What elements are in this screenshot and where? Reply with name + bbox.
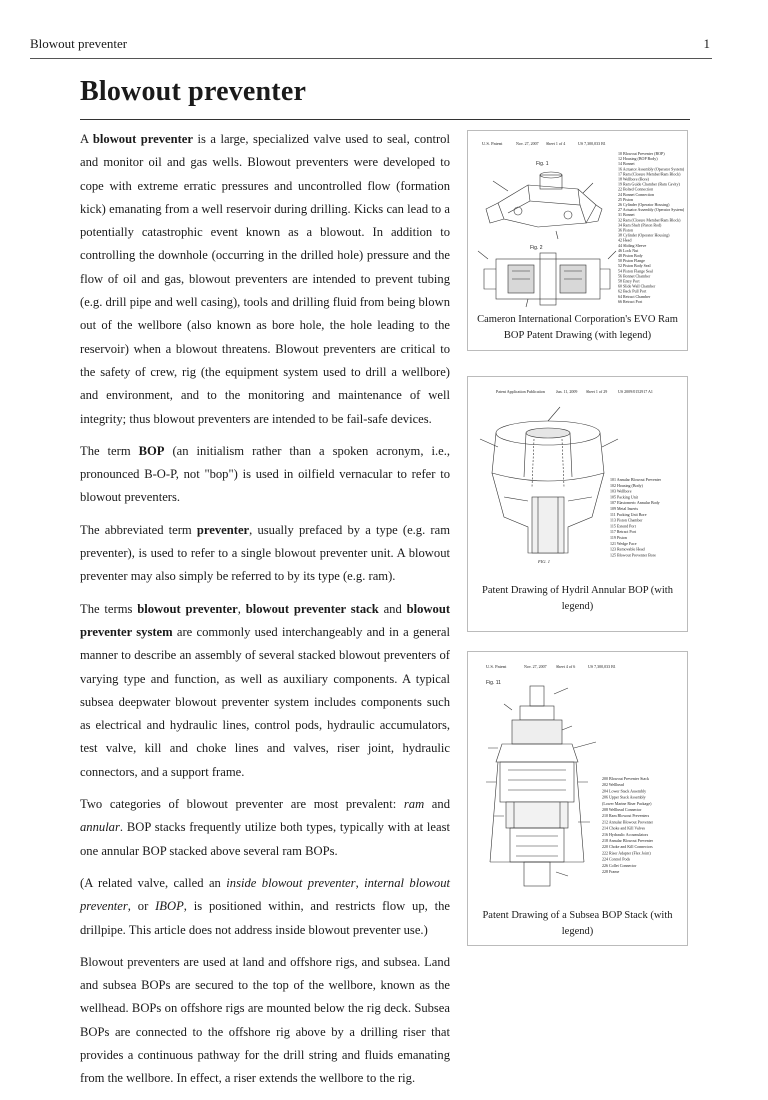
text-run: , is positioned within, and restricts flow up, the drillpipe. This article does not address inside blowout preventer use.) (80, 899, 450, 937)
legend-entry: 226 Collet Connector (602, 862, 637, 868)
patent-header-date: Nov. 27, 2007 (516, 141, 539, 146)
text-run: , (355, 875, 365, 890)
fig-label: FIG. 1 (538, 559, 550, 564)
figure-caption: Patent Drawing of a Subsea BOP Stack (with legend) (482, 910, 673, 937)
paragraph-intro (80, 128, 450, 431)
bold-term: preventer (196, 522, 250, 537)
paragraph-categories (80, 793, 450, 863)
legend-entry: 17 Ram (Closure Member/Ram Block) (618, 171, 681, 177)
legend-entry: 66 Retract Port (618, 298, 643, 304)
annular-bop-cutaway-sketch (480, 407, 618, 553)
bold-term: BOP (138, 443, 165, 458)
legend-entry: 42 Head (618, 237, 632, 243)
legend-entry: 224 Control Pods (602, 856, 631, 862)
legend-entry: 200 Blowout Preventer Stack (602, 776, 649, 781)
fig-label-a: Fig. 1 (536, 161, 549, 167)
legend-entry: 125 Blowout Preventer Bore (610, 552, 656, 558)
ram-bop-isometric-sketch (486, 172, 602, 239)
legend-entry: 216 Hydraulic Accumulators (602, 831, 649, 837)
legend-entry: 210 Ram Blowout Preventers (602, 813, 650, 819)
paragraph-ibop (80, 872, 450, 942)
legend-entry: 10 Blowout Preventer (BOP) (618, 151, 665, 156)
annular-bop-patent-drawing (468, 377, 687, 577)
figure-hydril-annular-bop[interactable] (467, 376, 688, 632)
legend-entry: 202 Wellhead (602, 782, 624, 788)
legend-entry: 22 Bolted Connection (618, 186, 654, 192)
text-run: , usually prefaced by a type (e.g. ram preventer), is used to refer to a single blowout preventer unit. A blowout preventer may also simply be referred to by its type (e.g. ram). (80, 522, 451, 584)
legend-entry: 123 Removable Head (610, 546, 645, 552)
text-run: The term (80, 443, 139, 458)
legend-entry: 113 Piston Chamber (610, 517, 643, 523)
legend-entry: 26 Cylinder (Operator Housing) (618, 202, 670, 207)
legend-entry: 44 Sliding Sleeve (618, 242, 647, 248)
subsea-stack-sketch (486, 686, 596, 886)
legend-entry: 31 Bonnet (618, 212, 635, 218)
italic-term: IBOP (155, 899, 184, 914)
patent-header-number: US 2009/0152917 A1 (618, 389, 653, 394)
legend-entry: 12 Housing (BOP Body) (618, 156, 658, 162)
legend-entry: 214 Choke and Kill Valves (602, 825, 646, 831)
article-title: Blowout preventer (80, 76, 307, 107)
header-divider (30, 58, 712, 59)
legend-entry: 62 Back Pull Port (618, 288, 647, 294)
paragraph-stack-terms (80, 598, 450, 784)
text-run: and (424, 797, 450, 812)
legend-entry: 24 Bonnet Connection (618, 191, 654, 197)
legend-entry: 52 Piston Body Seal (618, 263, 651, 269)
subsea-stack-legend (602, 776, 654, 874)
legend-entry: 25 Piston (618, 196, 634, 202)
legend-entry: 208 Wellhead Connector (602, 807, 642, 812)
legend-entry: 46 Lock Nut (618, 247, 639, 253)
patent-header-left: Patent Application Publication (496, 389, 545, 394)
text-run: , or (127, 899, 156, 914)
patent-header-left: U.S. Patent (482, 141, 503, 146)
bold-term: blowout preventer stack (245, 601, 379, 616)
legend-entry: 18 Wellbore (Bore) (618, 176, 649, 182)
legend-entry: 56 Bonnet Chamber (618, 273, 651, 279)
patent-header-date: Jun. 11, 2009 (556, 389, 578, 394)
legend-entry: 117 Retract Port (610, 529, 637, 535)
legend-entry: 34 Ram Shaft (Piston Rod) (618, 222, 662, 228)
text-run: and (378, 601, 407, 616)
legend-entry: 109 Metal Inserts (610, 506, 638, 511)
text-run: (A related valve, called an (80, 875, 227, 890)
subsea-stack-patent-drawing (468, 652, 687, 902)
italic-term: internal blowout preventer (80, 875, 450, 914)
italic-term: ram (403, 797, 425, 812)
legend-entry: 60 Slide Wall Chamber (618, 283, 656, 289)
patent-header-left: U.S. Patent (486, 664, 507, 669)
legend-entry: 121 Wedge Face (610, 540, 637, 546)
fig-label: Fig. 11 (486, 680, 501, 686)
paragraph-preventer-term (80, 519, 450, 589)
bold-term: blowout preventer system (80, 601, 451, 639)
legend-entry: 27 Actuator Assembly (Operator System) (618, 207, 685, 213)
legend-entry: 220 Choke and Kill Connectors (602, 844, 653, 850)
legend-entry: 119 Piston (610, 535, 627, 540)
text-run: are commonly used interchangeably and in a general manner to describe an assembly of several stacked blowout preventers of varying type and function, as well as auxiliary components. A typical subsea deepwater blowout preventer system includes components such as electrical and hydraulic lines, control pods, hydraulic accumulators, test valve, kill and choke lines and valves, riser joint, hydraulic connectors, and a support frame. (80, 624, 451, 779)
patent-header-number: US 7,300,033 B1 (588, 664, 616, 669)
italic-term: annular (80, 820, 120, 835)
legend-entry: 48 Piston Body (618, 253, 643, 258)
legend-entry: 105 Packing Unit (610, 494, 638, 500)
paragraph-bop-term (80, 440, 450, 510)
ram-bop-patent-drawing (468, 131, 687, 311)
legend-entry: 54 Piston Flange Seal (618, 268, 653, 274)
ram-bop-legend (618, 151, 685, 304)
legend-entry: 58 Entry Port (618, 278, 640, 284)
figure-subsea-bop-stack[interactable] (467, 651, 688, 946)
legend-entry: 222 Riser Adapter (Flex Joint) (602, 850, 651, 856)
text-run: , (237, 601, 246, 616)
legend-entry: 228 Frame (602, 869, 620, 874)
patent-header-sheet: Sheet 1 of 29 (586, 389, 608, 394)
legend-entry: 212 Annular Blowout Preventer (602, 819, 653, 825)
legend-entry: 115 Extend Port (610, 523, 636, 529)
figure-evo-ram-bop[interactable] (467, 130, 688, 351)
legend-entry: 111 Packing Unit Bore (610, 511, 647, 517)
article-body (80, 128, 450, 1100)
title-divider (80, 119, 690, 120)
text-run: . BOP stacks frequently utilize both types, typically with at least one annular BOP stacked above several ram BOPs. (80, 820, 450, 858)
paragraph-usage (80, 951, 450, 1091)
legend-entry: 107 Elastomeric Annular Body (610, 500, 660, 506)
legend-entry: 38 Cylinder (Operator Housing) (618, 232, 670, 238)
legend-entry: 32 Ram (Closure Member/Ram Block) (618, 217, 681, 223)
legend-entry: 16 Actuator Assembly (Operator System) (618, 166, 685, 172)
italic-term: inside blowout preventer (226, 875, 356, 890)
legend-entry: 103 Wellbore (610, 488, 632, 494)
bold-term: blowout preventer (92, 132, 193, 146)
legend-entry: 102 Housing (Body) (610, 482, 643, 488)
text-run: Two categories of blowout preventer are most prevalent: (80, 797, 404, 812)
text-run: Blowout preventers are used at land and offshore rigs, and subsea. Land and subsea BOPs are secured to the top of the wellbore, known as the wellhead. BOPs on offshore rigs are mounted below the rig deck. Subsea BOPs are connected to the offshore rig above by a drilling riser that provides a continuous pathway for the drill string and fluids emanating from the wellbore. In effect, a riser extends the wellbore to the rig. (80, 954, 450, 1086)
annular-bop-legend (610, 477, 662, 557)
legend-entry: 64 Retract Chamber (618, 293, 651, 299)
patent-header-number: US 7,300,033 B1 (578, 141, 606, 146)
patent-header-date: Nov. 27, 2007 (524, 664, 547, 669)
fig-label-b: Fig. 2 (530, 245, 543, 251)
ram-bop-section-sketch (478, 251, 616, 307)
patent-header-sheet: Sheet 4 of 6 (556, 664, 576, 669)
legend-entry: 101 Annular Blowout Preventer (610, 477, 661, 482)
page-number: 1 (703, 36, 710, 51)
legend-entry: 50 Piston Flange (618, 258, 645, 264)
legend-entry: 218 Annular Blowout Preventer (602, 838, 653, 843)
legend-entry: 19 Ram Guide Chamber (Ram Cavity) (618, 181, 680, 187)
figure-caption: Patent Drawing of Hydril Annular BOP (with legend) (482, 585, 673, 612)
legend-entry: (Lower Marine Riser Package) (602, 800, 652, 806)
legend-entry: 14 Bonnet (618, 161, 635, 167)
text-run: is a large, specialized valve used to seal, control and monitor oil and gas wells. Blowout preventers were developed to cope with extreme erratic pressures and uncontrolled flow (formation kick) emanating from a well reservoir during drilling. Kicks can lead to a potentially catastrophic event known as a blowout. In addition to controlling the downhole (occurring in the drilled hole) pressure and the flow of oil and gas, blowout preventers are intended to prevent tubing (e.g. drill pipe and well casing), tools and drilling fluid from being blown out of the wellbore (also known as bore hole, the hole leading to the reservoir) when a blowout threatens. Blowout preventers are critical to the safety of crew, rig (the equipment system used to drill a wellbore) and environment, and to the monitoring and maintenance of well integrity; thus blowout preventers are intended to be fail-safe devices. (80, 132, 450, 426)
legend-entry: 36 Piston (618, 227, 634, 233)
text-run: A (80, 132, 93, 146)
bold-term: blowout preventer (137, 601, 238, 616)
text-run: (an initialism rather than a spoken acronym, i.e., pronounced B-O-P, not "bop") is used in oilfield vernacular to refer to blowout preventers. (80, 443, 450, 505)
text-run: The terms (80, 601, 138, 616)
figure-caption: Cameron International Corporation's EVO Ram BOP Patent Drawing (with legend) (477, 314, 678, 341)
legend-entry: 206 Upper Stack Assembly (602, 794, 646, 800)
legend-entry: 204 Lower Stack Assembly (602, 788, 647, 794)
text-run: The abbreviated term (80, 522, 197, 537)
patent-header-sheet: Sheet 1 of 4 (546, 141, 566, 146)
running-header-title: Blowout preventer (30, 36, 128, 51)
